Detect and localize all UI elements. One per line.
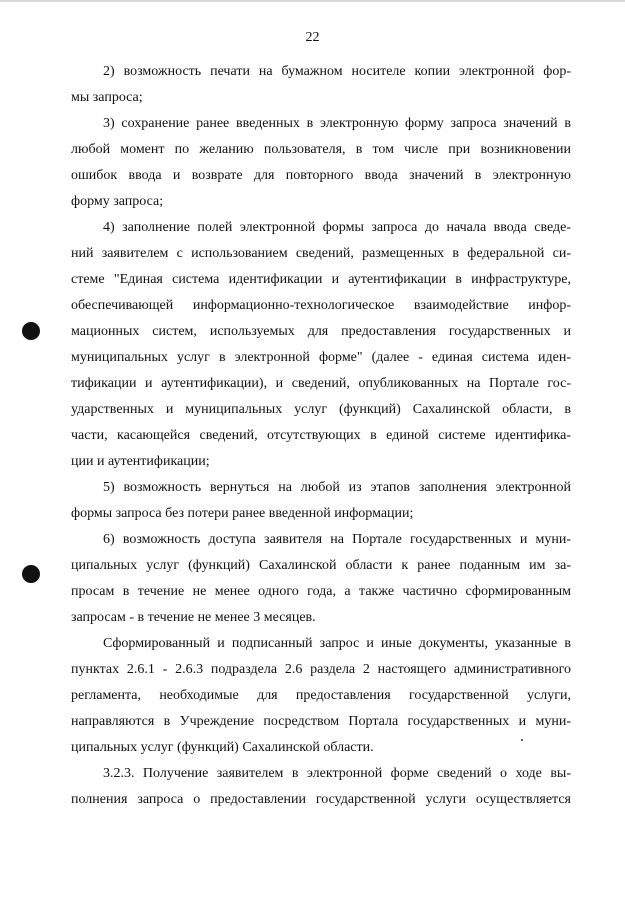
text-line: ципальных услуг (функций) Сахалинской области к ранее поданным им за- <box>71 558 571 573</box>
text-line: 2) возможность печати на бумажном носителе копии электронной фор- <box>103 64 571 79</box>
text-line: обеспечивающей информационно-технологическое взаимодействие инфор- <box>71 298 571 313</box>
text-line: ошибок ввода и возврате для повторного ввода значений в электронную <box>71 168 571 183</box>
text-line: направляются в Учреждение посредством Портала государственных и муни- <box>71 714 571 729</box>
text-line: ний заявителем с использованием сведений, размещенных в федеральной си- <box>71 246 571 261</box>
paragraph-item-6 <box>71 527 571 631</box>
text-line: просам в течение не менее одного года, а также частично сформированным <box>71 584 571 599</box>
page-top-edge <box>0 0 625 2</box>
text-line: пунктах 2.6.1 - 2.6.3 подраздела 2.6 раздела 2 настоящего административного <box>71 662 571 677</box>
punch-hole-mark <box>22 322 40 340</box>
text-line: Сформированный и подписанный запрос и иные документы, указанные в <box>103 636 571 651</box>
text-line: формы запроса без потери ранее введенной информации; <box>71 506 414 521</box>
text-line: мационных систем, используемых для предоставления государственных и <box>71 324 571 339</box>
paragraph-section-3-2-3 <box>71 761 571 813</box>
text-line: ции и аутентификации; <box>71 454 210 469</box>
text-line: регламента, необходимые для предоставления государственной услуги, <box>71 688 571 703</box>
text-line: 4) заполнение полей электронной формы запроса до начала ввода сведе- <box>103 220 571 235</box>
punch-hole-mark <box>22 565 40 583</box>
text-line: стеме "Единая система идентификации и аутентификации в инфраструктуре, <box>71 272 571 287</box>
paragraph-item-4 <box>71 215 571 475</box>
text-line: части, касающейся сведений, отсутствующих в единой системе идентифика- <box>71 428 571 443</box>
text-line: запросам - в течение не менее 3 месяцев. <box>71 610 316 625</box>
document-body <box>71 59 571 813</box>
text-line: 6) возможность доступа заявителя на Портале государственных и муни- <box>103 532 571 547</box>
text-line: муниципальных услуг в электронной форме" (далее - единая система иден- <box>71 350 571 365</box>
paragraph-submission <box>71 631 571 761</box>
text-line: тификации и аутентификации), и сведений, опубликованных на Портале гос- <box>71 376 571 391</box>
text-line: мы запроса; <box>71 90 143 105</box>
paragraph-item-3 <box>71 111 571 215</box>
text-line: ципальных услуг (функций) Сахалинской области. <box>71 740 374 755</box>
text-line: форму запроса; <box>71 194 164 209</box>
text-line: 3.2.3. Получение заявителем в электронной форме сведений о ходе вы- <box>103 766 571 781</box>
text-line: полнения запроса о предоставлении государственной услуги осуществляется <box>71 792 571 807</box>
page-number: 22 <box>305 30 320 45</box>
text-line: любой момент по желанию пользователя, в том числе при возникновении <box>71 142 571 157</box>
text-line: 5) возможность вернуться на любой из этапов заполнения электронной <box>103 480 571 495</box>
text-line: 3) сохранение ранее введенных в электронную форму запроса значений в <box>103 116 571 131</box>
text-line: ударственных и муниципальных услуг (функций) Сахалинской области, в <box>71 402 571 417</box>
paragraph-item-5 <box>71 475 571 527</box>
paragraph-item-2 <box>71 59 571 111</box>
